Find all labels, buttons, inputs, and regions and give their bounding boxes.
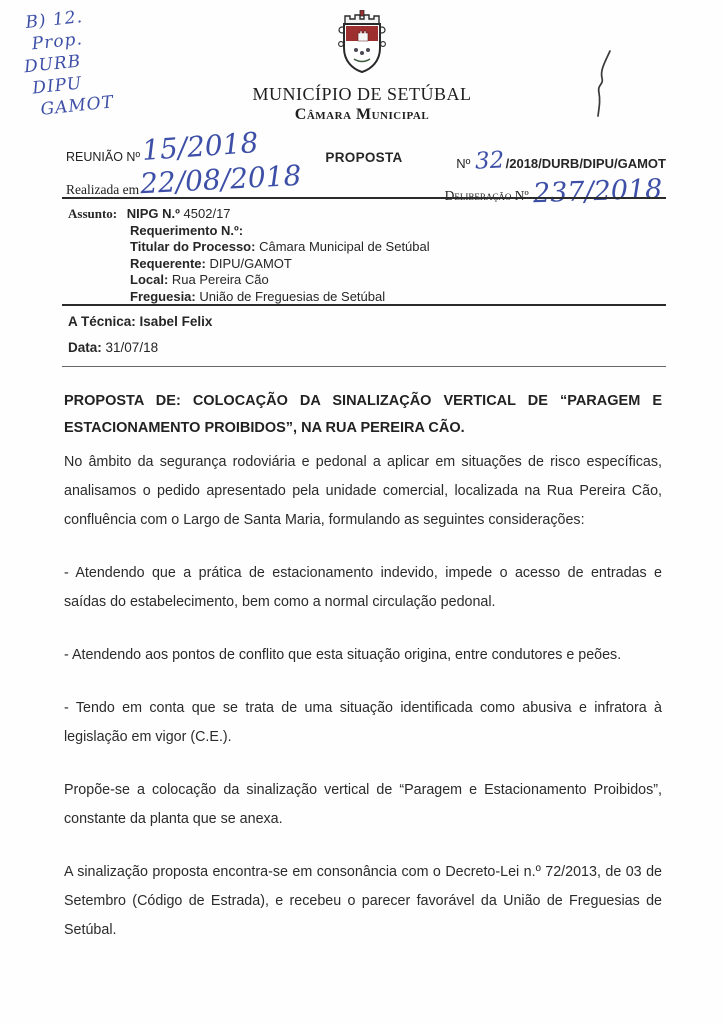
handwritten-line: DIPU xyxy=(31,73,84,99)
proposal-title-line2: ESTACIONAMENTO PROIBIDOS”, NA RUA PEREIRA CÃO. xyxy=(64,420,465,436)
subject-row xyxy=(68,239,660,256)
proposal-title xyxy=(64,388,662,442)
held-on-label: Realizada em xyxy=(66,182,140,197)
handwritten-line: DURB xyxy=(23,51,83,78)
meeting-number-label: REUNIÃO Nº xyxy=(66,150,141,164)
field-label: Requerimento N.º: xyxy=(130,222,244,238)
subject-row xyxy=(68,272,660,289)
subject-label: Assunto: xyxy=(68,206,118,221)
body-paragraph: Propõe-se a colocação da sinalização vertical de “Paragem e Estacionamento Proibidos”, constante da planta que se anexa. xyxy=(64,782,662,827)
handwritten-line: B) 12. xyxy=(24,7,84,33)
nipg-value: 4502/17 xyxy=(183,206,231,221)
field-value: União de Freguesias de Setúbal xyxy=(199,288,386,304)
field-value: Câmara Municipal de Setúbal xyxy=(259,239,430,255)
field-label: Freguesia: xyxy=(130,288,196,304)
technician-block xyxy=(68,314,660,355)
proposal-number-label: Nº xyxy=(456,156,471,171)
divider-line xyxy=(62,304,666,306)
setubal-coat-of-arms-icon xyxy=(336,10,388,81)
proposal-number-suffix: /2018/DURB/DIPU/GAMOT xyxy=(505,156,666,171)
body-paragraph: - Atendendo que a prática de estacionamento indevido, impede o acesso de entradas e saídas do estabelecimento, bem como a normal circulação pedonal. xyxy=(64,565,662,610)
divider-line-thin xyxy=(62,366,666,367)
document-body xyxy=(64,448,662,945)
field-label: Requerente: xyxy=(130,255,206,271)
date-value: 31/07/18 xyxy=(105,340,159,355)
deliberation-number-handwritten: 237/2018 xyxy=(532,173,663,210)
field-value: Rua Pereira Cão xyxy=(171,272,269,288)
body-paragraph: - Atendendo aos pontos de conflito que esta situação origina, entre condutores e peões. xyxy=(64,647,622,663)
proposal-number xyxy=(456,148,666,174)
letterhead xyxy=(0,84,724,124)
deliberation-number xyxy=(444,173,663,210)
field-label: Local: xyxy=(130,272,169,288)
chamber-title: Câmara Municipal xyxy=(294,106,430,123)
deliberation-label: Deliberação Nº xyxy=(444,188,529,203)
field-label: Titular do Processo: xyxy=(130,239,256,255)
proposal-label: PROPOSTA xyxy=(325,150,403,165)
technician-row xyxy=(68,314,660,329)
body-paragraph: - Tendo em conta que se trata de uma situação identificada como abusiva e infratora à legislação em vigor (C.E.). xyxy=(64,700,662,745)
nipg-label: NIPG N.º xyxy=(126,206,180,221)
proposal-number-handwritten: 32 xyxy=(474,147,506,175)
subject-block xyxy=(68,206,660,306)
date-label: Data: xyxy=(68,340,102,355)
handwritten-line: GAMOT xyxy=(39,92,115,120)
meta-form-row xyxy=(62,125,666,210)
field-value: DIPU/GAMOT xyxy=(209,255,292,271)
date-row xyxy=(68,340,660,355)
held-on-date-handwritten: 22/08/2018 xyxy=(139,158,303,201)
subject-row-nipg xyxy=(68,206,660,223)
subject-row xyxy=(68,256,660,273)
municipality-title: MUNICÍPIO DE SETÚBAL xyxy=(252,84,472,104)
subject-row xyxy=(68,223,660,240)
handwritten-line: Prop. xyxy=(30,29,84,55)
technician-name: Isabel Felix xyxy=(139,314,213,329)
body-paragraph: No âmbito da segurança rodoviária e pedonal a aplicar em situações de risco específicas, analisamos o pedido apresentado pela unidade comercial, localizada na Rua Pereira Cão, confluência com o Largo de Santa Maria, formulando as seguintes considerações: xyxy=(64,454,662,528)
divider-line xyxy=(62,197,666,199)
technician-label: A Técnica: xyxy=(68,314,136,329)
meeting-number-handwritten: 15/2018 xyxy=(140,125,260,168)
body-paragraph: A sinalização proposta encontra-se em consonância com o Decreto-Lei n.º 72/2013, de 03 de Setembro (Código de Estrada), e recebeu o parecer favorável da União de Freguesias de Setúbal. xyxy=(64,864,662,938)
proposal-title-line1: PROPOSTA DE: COLOCAÇÃO DA SINALIZAÇÃO VERTICAL DE “PARAGEM E xyxy=(64,393,662,409)
